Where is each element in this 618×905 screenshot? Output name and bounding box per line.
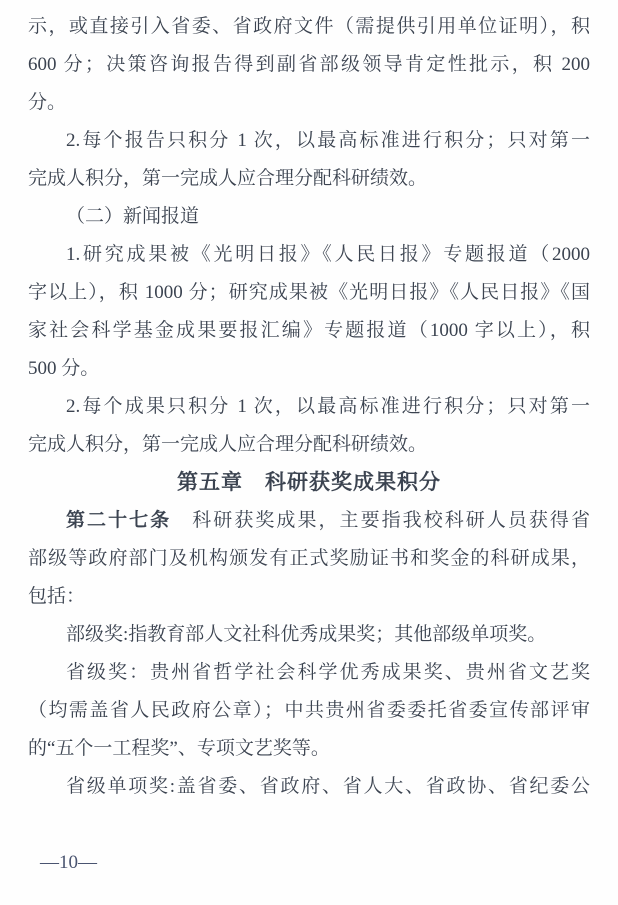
article-line bbox=[28, 502, 590, 540]
numbered-item-line: 2.每个报告只积分 1 次，以最高标准进行积分；只对第一 bbox=[66, 130, 590, 151]
body-text-line: 完成人积分，第一完成人应合理分配科研绩效。 bbox=[28, 434, 428, 455]
page-number: —10— bbox=[40, 852, 97, 873]
chapter-heading: 第五章 科研获奖成果积分 bbox=[177, 471, 441, 494]
definition-line: 省级单项奖:盖省委、省政府、省人大、省政协、省纪委公 bbox=[66, 776, 590, 797]
body-text-line: （均需盖省人民政府公章）；中共贵州省委委托省委宣传部评审 bbox=[28, 700, 590, 721]
body-text-line: 的“五个一工程奖”、专项文艺奖等。 bbox=[28, 738, 330, 759]
definition-line: 省级奖：贵州省哲学社会科学优秀成果奖、贵州省文艺奖 bbox=[66, 662, 590, 683]
body-text-line: 600 分；决策咨询报告得到副省部级领导肯定性批示，积 200 bbox=[28, 54, 590, 75]
body-text-line: 500 分。 bbox=[28, 358, 100, 379]
body-text-line: 包括： bbox=[28, 586, 86, 607]
body-text-line: 分。 bbox=[28, 92, 67, 113]
section-label-line: （二）新闻报道 bbox=[66, 206, 200, 227]
numbered-item-line: 2.每个成果只积分 1 次，以最高标准进行积分；只对第一 bbox=[66, 396, 590, 417]
body-text-line: 家社会科学基金成果要报汇编》专题报道（1000 字以上），积 bbox=[28, 320, 590, 341]
body-text-line: 完成人积分，第一完成人应合理分配科研绩效。 bbox=[28, 168, 428, 189]
numbered-item-line: 1.研究成果被《光明日报》《人民日报》专题报道（2000 bbox=[66, 244, 590, 265]
definition-line: 部级奖:指教育部人文社科优秀成果奖；其他部级单项奖。 bbox=[66, 624, 547, 645]
body-text-line: 示，或直接引入省委、省政府文件（需提供引用单位证明），积 bbox=[28, 16, 590, 37]
body-text-line: 字以上），积 1000 分；研究成果被《光明日报》《人民日报》《国 bbox=[28, 282, 590, 303]
article-number: 第二十七条 bbox=[66, 510, 172, 531]
body-text-line: 部级等政府部门及机构颁发有正式奖励证书和奖金的科研成果， bbox=[28, 548, 590, 569]
article-text: 科研获奖成果，主要指我校科研人员获得省 bbox=[171, 510, 590, 531]
